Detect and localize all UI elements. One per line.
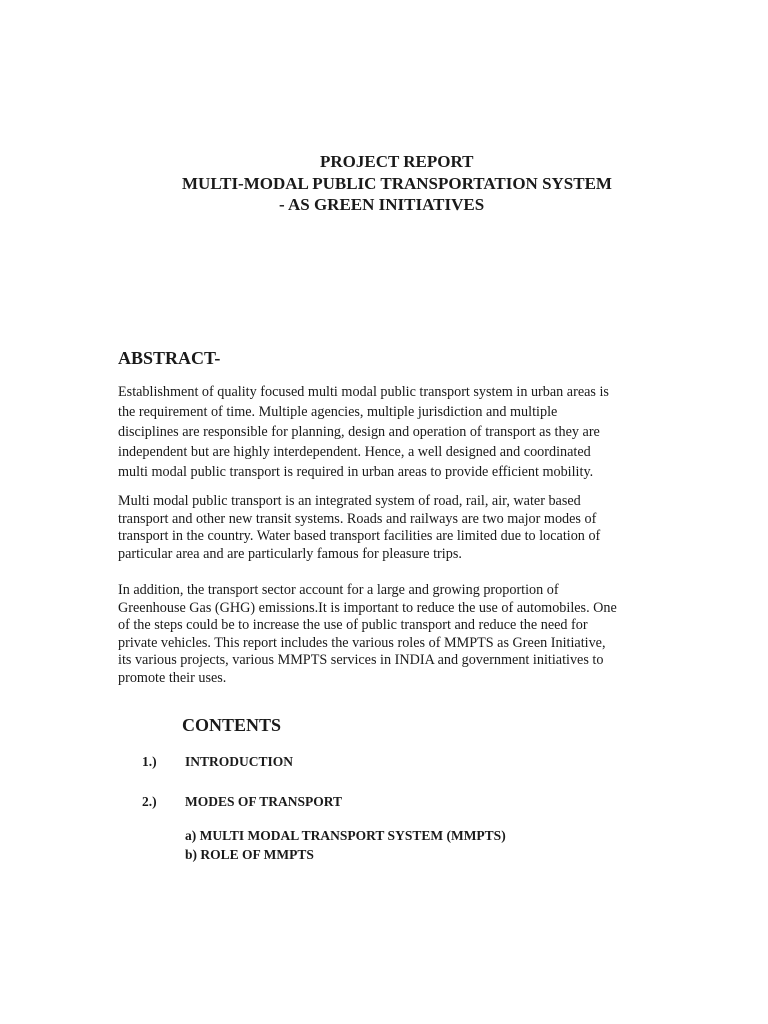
- toc-item-introduction: INTRODUCTION: [185, 754, 294, 769]
- toc-item-number: 2.): [142, 794, 157, 809]
- paragraph-line: Multi modal public transport is an integrated system of road, rail, air, water based: [118, 493, 581, 509]
- abstract-paragraph-1: [118, 382, 638, 482]
- paragraph-line: particular area and are particularly famous for pleasure trips.: [118, 545, 462, 562]
- paragraph-line: transport and other new transit systems. Roads and railways are two major modes of: [118, 510, 597, 527]
- paragraph-line: In addition, the transport sector account for a large and growing proportion of: [118, 582, 559, 598]
- report-title-line-3: - AS GREEN INITIATIVES: [279, 195, 485, 214]
- abstract-heading: ABSTRACT-: [118, 348, 221, 368]
- paragraph-line: its various projects, various MMPTS services in INDIA and government initiatives to: [118, 652, 604, 668]
- toc-subitem-mmpts: a) MULTI MODAL TRANSPORT SYSTEM (MMPTS): [185, 828, 506, 843]
- paragraph-line: independent but are highly interdependent. Hence, a well designed and coordinated: [118, 444, 591, 460]
- paragraph-line: the requirement of time. Multiple agencies, multiple jurisdiction and multiple: [118, 404, 558, 420]
- abstract-paragraph-3: [118, 582, 638, 687]
- paragraph-line: promote their uses.: [118, 669, 227, 686]
- paragraph-line: multi modal public transport is required in urban areas to provide efficient mobility.: [118, 464, 594, 480]
- paragraph-line: disciplines are responsible for planning, design and operation of transport as they are: [118, 424, 600, 440]
- paragraph-line: of the steps could be to increase the use of public transport and reduce the need for: [118, 617, 588, 633]
- abstract-paragraph-2: [118, 493, 638, 563]
- paragraph-line: Establishment of quality focused multi modal public transport system in urban areas is: [118, 384, 609, 400]
- paragraph-line: transport in the country. Water based transport facilities are limited due to location of: [118, 528, 601, 544]
- paragraph-line: private vehicles. This report includes the various roles of MMPTS as Green Initiative,: [118, 634, 606, 651]
- contents-heading: CONTENTS: [182, 715, 282, 735]
- toc-subitem-role-of-mmpts: b) ROLE OF MMPTS: [185, 847, 314, 862]
- toc-item-number: 1.): [142, 754, 157, 769]
- paragraph-line: Greenhouse Gas (GHG) emissions.It is important to reduce the use of automobiles. One: [118, 599, 617, 616]
- report-title-line-2: MULTI-MODAL PUBLIC TRANSPORTATION SYSTEM: [182, 174, 612, 193]
- report-title-line-1: PROJECT REPORT: [320, 152, 474, 171]
- toc-item-modes-of-transport: MODES OF TRANSPORT: [185, 794, 343, 809]
